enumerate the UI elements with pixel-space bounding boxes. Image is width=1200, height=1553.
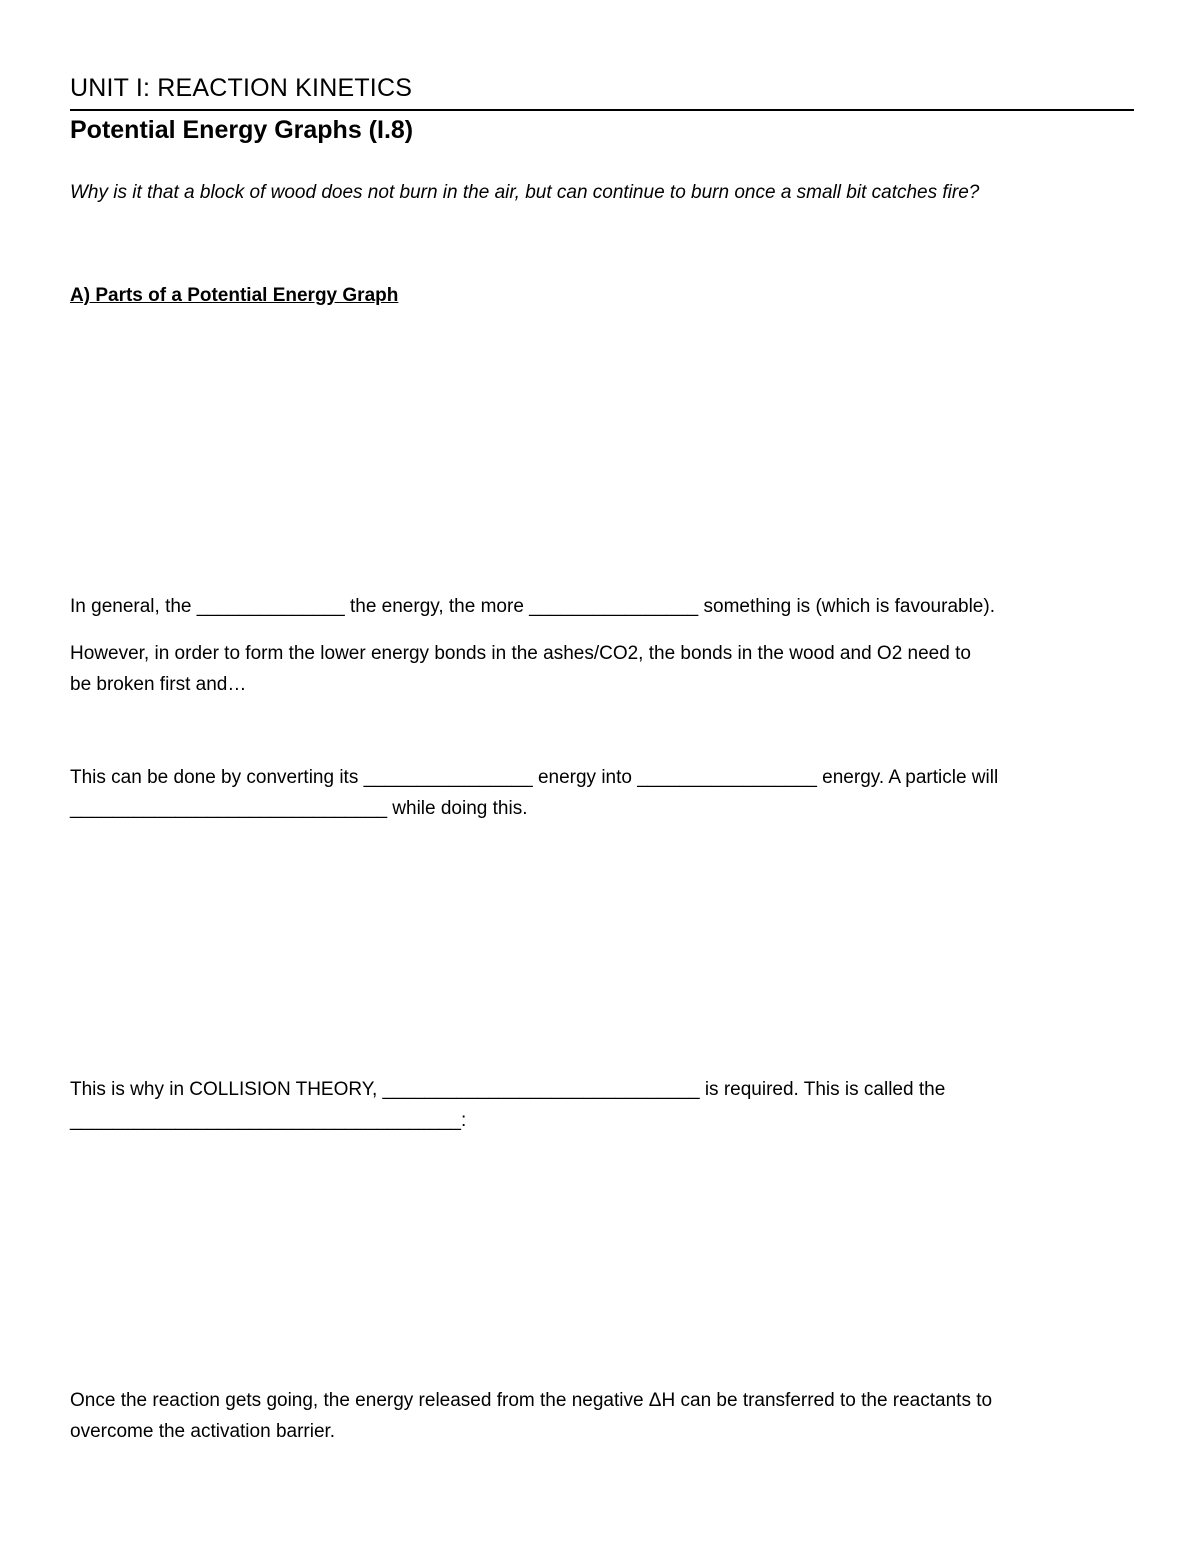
header-divider — [70, 109, 1134, 111]
section-a-heading: A) Parts of a Potential Energy Graph — [70, 285, 399, 306]
general-statement: In general, the ______________ the energy, the more ________________ something is (which is favourable). — [70, 596, 995, 617]
however-line-2: be broken first and… — [70, 674, 247, 695]
lesson-title: Potential Energy Graphs (I.8) — [70, 116, 414, 144]
converting-line-2: ______________________________ while doing this. — [70, 798, 528, 819]
collision-line-1: This is why in COLLISION THEORY, ______________________________ is required. This is called the — [70, 1079, 946, 1100]
converting-line-1: This can be done by converting its ________________ energy into _________________ energy. A particle will — [70, 767, 999, 788]
intro-question: Why is it that a block of wood does not burn in the air, but can continue to burn once a small bit catches fire? — [70, 182, 980, 203]
once-line-1: Once the reaction gets going, the energy released from the negative ΔH can be transferred to the reactants to — [70, 1390, 993, 1411]
unit-title: UNIT I: REACTION KINETICS — [70, 74, 413, 102]
collision-line-2: _____________________________________: — [70, 1110, 467, 1131]
once-line-2: overcome the activation barrier. — [70, 1421, 336, 1442]
however-line-1: However, in order to form the lower energy bonds in the ashes/CO2, the bonds in the wood and O2 need to — [70, 643, 971, 664]
